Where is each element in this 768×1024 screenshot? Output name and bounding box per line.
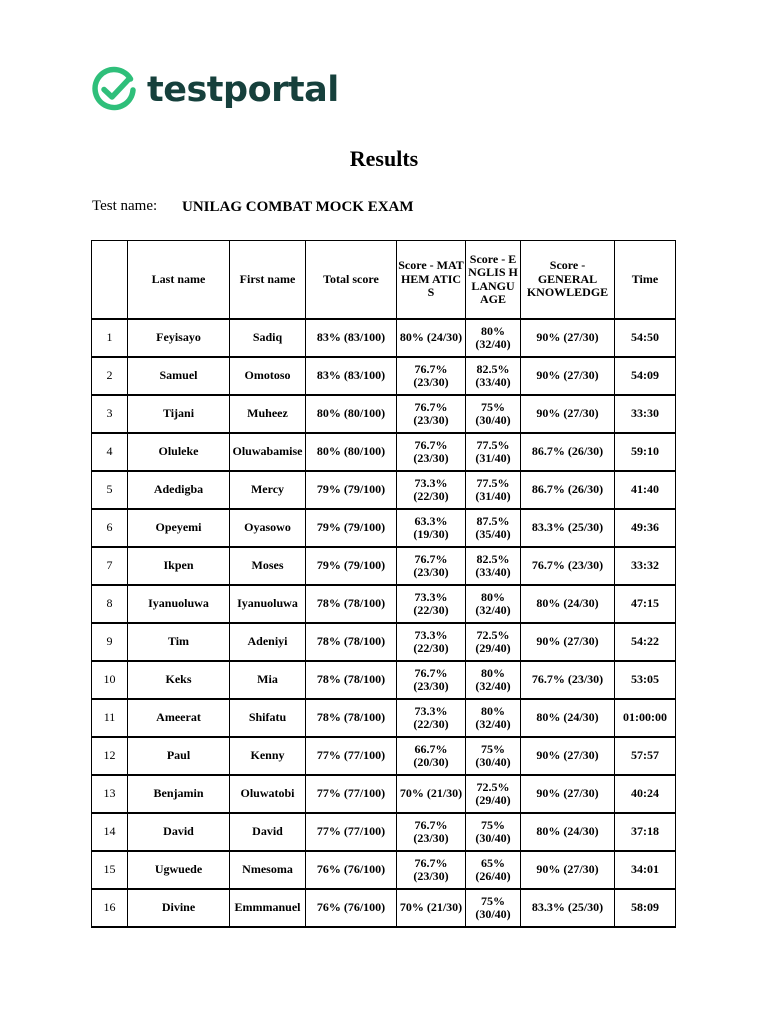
cell-total-score: 79% (79/100) — [306, 509, 397, 547]
cell-time: 59:10 — [615, 433, 676, 471]
cell-num: 11 — [92, 699, 128, 737]
cell-time: 41:40 — [615, 471, 676, 509]
cell-num: 14 — [92, 813, 128, 851]
cell-gk-score: 86.7% (26/30) — [521, 471, 615, 509]
table-row — [92, 699, 676, 737]
cell-time: 37:18 — [615, 813, 676, 851]
cell-num: 12 — [92, 737, 128, 775]
cell-last-name: Tijani — [128, 395, 230, 433]
cell-first-name: Oluwabamise — [230, 433, 306, 471]
table-row — [92, 319, 676, 357]
cell-num: 7 — [92, 547, 128, 585]
cell-last-name: Paul — [128, 737, 230, 775]
cell-last-name: Iyanuoluwa — [128, 585, 230, 623]
cell-math-score: 76.7% (23/30) — [397, 395, 466, 433]
checkmark-circle-icon — [90, 66, 138, 114]
cell-num: 9 — [92, 623, 128, 661]
cell-num: 5 — [92, 471, 128, 509]
cell-time: 54:50 — [615, 319, 676, 357]
header-total-score: Total score — [306, 241, 397, 320]
cell-first-name: Emmmanuel — [230, 889, 306, 927]
cell-gk-score: 90% (27/30) — [521, 623, 615, 661]
cell-num: 10 — [92, 661, 128, 699]
table-row — [92, 471, 676, 509]
cell-math-score: 76.7% (23/30) — [397, 433, 466, 471]
cell-last-name: Keks — [128, 661, 230, 699]
header-english-score: Score - ENGLIS H LANGU AGE — [466, 241, 521, 320]
cell-english-score: 75% (30/40) — [466, 395, 521, 433]
cell-gk-score: 83.3% (25/30) — [521, 889, 615, 927]
cell-gk-score: 90% (27/30) — [521, 319, 615, 357]
cell-english-score: 87.5% (35/40) — [466, 509, 521, 547]
cell-last-name: Benjamin — [128, 775, 230, 813]
header-time: Time — [615, 241, 676, 320]
cell-last-name: David — [128, 813, 230, 851]
cell-gk-score: 80% (24/30) — [521, 699, 615, 737]
cell-math-score: 76.7% (23/30) — [397, 661, 466, 699]
cell-total-score: 76% (76/100) — [306, 889, 397, 927]
table-row — [92, 433, 676, 471]
header-num — [92, 241, 128, 320]
cell-total-score: 77% (77/100) — [306, 737, 397, 775]
table-row — [92, 585, 676, 623]
cell-total-score: 77% (77/100) — [306, 813, 397, 851]
cell-time: 33:32 — [615, 547, 676, 585]
cell-num: 13 — [92, 775, 128, 813]
cell-math-score: 63.3% (19/30) — [397, 509, 466, 547]
cell-time: 33:30 — [615, 395, 676, 433]
cell-math-score: 76.7% (23/30) — [397, 851, 466, 889]
header-math-score: Score - MATHEM ATICS — [397, 241, 466, 320]
cell-math-score: 73.3% (22/30) — [397, 585, 466, 623]
cell-math-score: 73.3% (22/30) — [397, 471, 466, 509]
table-row — [92, 851, 676, 889]
cell-english-score: 80% (32/40) — [466, 661, 521, 699]
cell-first-name: David — [230, 813, 306, 851]
cell-first-name: Kenny — [230, 737, 306, 775]
cell-first-name: Adeniyi — [230, 623, 306, 661]
table-row — [92, 509, 676, 547]
cell-first-name: Oluwatobi — [230, 775, 306, 813]
cell-math-score: 66.7% (20/30) — [397, 737, 466, 775]
cell-first-name: Omotoso — [230, 357, 306, 395]
cell-total-score: 80% (80/100) — [306, 395, 397, 433]
cell-time: 01:00:00 — [615, 699, 676, 737]
cell-total-score: 77% (77/100) — [306, 775, 397, 813]
cell-english-score: 75% (30/40) — [466, 737, 521, 775]
cell-first-name: Muheez — [230, 395, 306, 433]
cell-gk-score: 80% (24/30) — [521, 585, 615, 623]
cell-english-score: 75% (30/40) — [466, 813, 521, 851]
cell-first-name: Shifatu — [230, 699, 306, 737]
cell-last-name: Tim — [128, 623, 230, 661]
cell-total-score: 80% (80/100) — [306, 433, 397, 471]
cell-time: 58:09 — [615, 889, 676, 927]
cell-last-name: Oluleke — [128, 433, 230, 471]
table-row — [92, 775, 676, 813]
cell-math-score: 76.7% (23/30) — [397, 547, 466, 585]
cell-total-score: 83% (83/100) — [306, 319, 397, 357]
header-first-name: First name — [230, 241, 306, 320]
cell-last-name: Ameerat — [128, 699, 230, 737]
cell-first-name: Nmesoma — [230, 851, 306, 889]
header-gk-score: Score - GENERAL KNOWLEDGE — [521, 241, 615, 320]
cell-gk-score: 90% (27/30) — [521, 737, 615, 775]
cell-num: 4 — [92, 433, 128, 471]
cell-num: 6 — [92, 509, 128, 547]
cell-time: 57:57 — [615, 737, 676, 775]
brand-name: testportal — [147, 69, 339, 110]
table-row — [92, 813, 676, 851]
cell-time: 54:09 — [615, 357, 676, 395]
table-row — [92, 623, 676, 661]
cell-gk-score: 86.7% (26/30) — [521, 433, 615, 471]
table-row — [92, 889, 676, 927]
cell-num: 3 — [92, 395, 128, 433]
cell-first-name: Iyanuoluwa — [230, 585, 306, 623]
cell-last-name: Ikpen — [128, 547, 230, 585]
test-name-value: UNILAG COMBAT MOCK EXAM — [182, 199, 414, 215]
cell-english-score: 77.5% (31/40) — [466, 471, 521, 509]
cell-math-score: 70% (21/30) — [397, 889, 466, 927]
cell-last-name: Opeyemi — [128, 509, 230, 547]
table-row — [92, 737, 676, 775]
cell-time: 40:24 — [615, 775, 676, 813]
table-header-row — [92, 241, 676, 320]
cell-total-score: 83% (83/100) — [306, 357, 397, 395]
cell-math-score: 76.7% (23/30) — [397, 357, 466, 395]
cell-time: 34:01 — [615, 851, 676, 889]
cell-math-score: 76.7% (23/30) — [397, 813, 466, 851]
cell-first-name: Moses — [230, 547, 306, 585]
cell-time: 49:36 — [615, 509, 676, 547]
cell-total-score: 78% (78/100) — [306, 661, 397, 699]
cell-english-score: 82.5% (33/40) — [466, 547, 521, 585]
cell-first-name: Mercy — [230, 471, 306, 509]
cell-gk-score: 83.3% (25/30) — [521, 509, 615, 547]
cell-math-score: 70% (21/30) — [397, 775, 466, 813]
cell-english-score: 80% (32/40) — [466, 585, 521, 623]
cell-total-score: 76% (76/100) — [306, 851, 397, 889]
cell-english-score: 80% (32/40) — [466, 319, 521, 357]
table-row — [92, 547, 676, 585]
cell-english-score: 82.5% (33/40) — [466, 357, 521, 395]
cell-english-score: 65% (26/40) — [466, 851, 521, 889]
cell-total-score: 78% (78/100) — [306, 585, 397, 623]
table-row — [92, 395, 676, 433]
cell-num: 8 — [92, 585, 128, 623]
cell-english-score: 72.5% (29/40) — [466, 623, 521, 661]
cell-gk-score: 80% (24/30) — [521, 813, 615, 851]
cell-total-score: 79% (79/100) — [306, 547, 397, 585]
cell-time: 54:22 — [615, 623, 676, 661]
brand-logo — [90, 66, 339, 114]
cell-total-score: 78% (78/100) — [306, 699, 397, 737]
cell-gk-score: 76.7% (23/30) — [521, 661, 615, 699]
cell-last-name: Divine — [128, 889, 230, 927]
cell-first-name: Mia — [230, 661, 306, 699]
cell-last-name: Ugwuede — [128, 851, 230, 889]
cell-num: 16 — [92, 889, 128, 927]
cell-gk-score: 90% (27/30) — [521, 357, 615, 395]
cell-math-score: 80% (24/30) — [397, 319, 466, 357]
cell-english-score: 77.5% (31/40) — [466, 433, 521, 471]
cell-gk-score: 76.7% (23/30) — [521, 547, 615, 585]
header-last-name: Last name — [128, 241, 230, 320]
cell-gk-score: 90% (27/30) — [521, 851, 615, 889]
cell-gk-score: 90% (27/30) — [521, 775, 615, 813]
cell-english-score: 72.5% (29/40) — [466, 775, 521, 813]
cell-num: 15 — [92, 851, 128, 889]
cell-time: 53:05 — [615, 661, 676, 699]
test-name-label: Test name: — [92, 198, 158, 214]
cell-total-score: 78% (78/100) — [306, 623, 397, 661]
cell-num: 1 — [92, 319, 128, 357]
cell-last-name: Adedigba — [128, 471, 230, 509]
cell-gk-score: 90% (27/30) — [521, 395, 615, 433]
cell-math-score: 73.3% (22/30) — [397, 699, 466, 737]
cell-last-name: Feyisayo — [128, 319, 230, 357]
cell-time: 47:15 — [615, 585, 676, 623]
cell-english-score: 75% (30/40) — [466, 889, 521, 927]
cell-math-score: 73.3% (22/30) — [397, 623, 466, 661]
cell-english-score: 80% (32/40) — [466, 699, 521, 737]
table-row — [92, 357, 676, 395]
cell-first-name: Oyasowo — [230, 509, 306, 547]
cell-num: 2 — [92, 357, 128, 395]
table-row — [92, 661, 676, 699]
cell-first-name: Sadiq — [230, 319, 306, 357]
cell-last-name: Samuel — [128, 357, 230, 395]
page-title: Results — [349, 146, 419, 171]
results-table — [91, 240, 676, 928]
cell-total-score: 79% (79/100) — [306, 471, 397, 509]
